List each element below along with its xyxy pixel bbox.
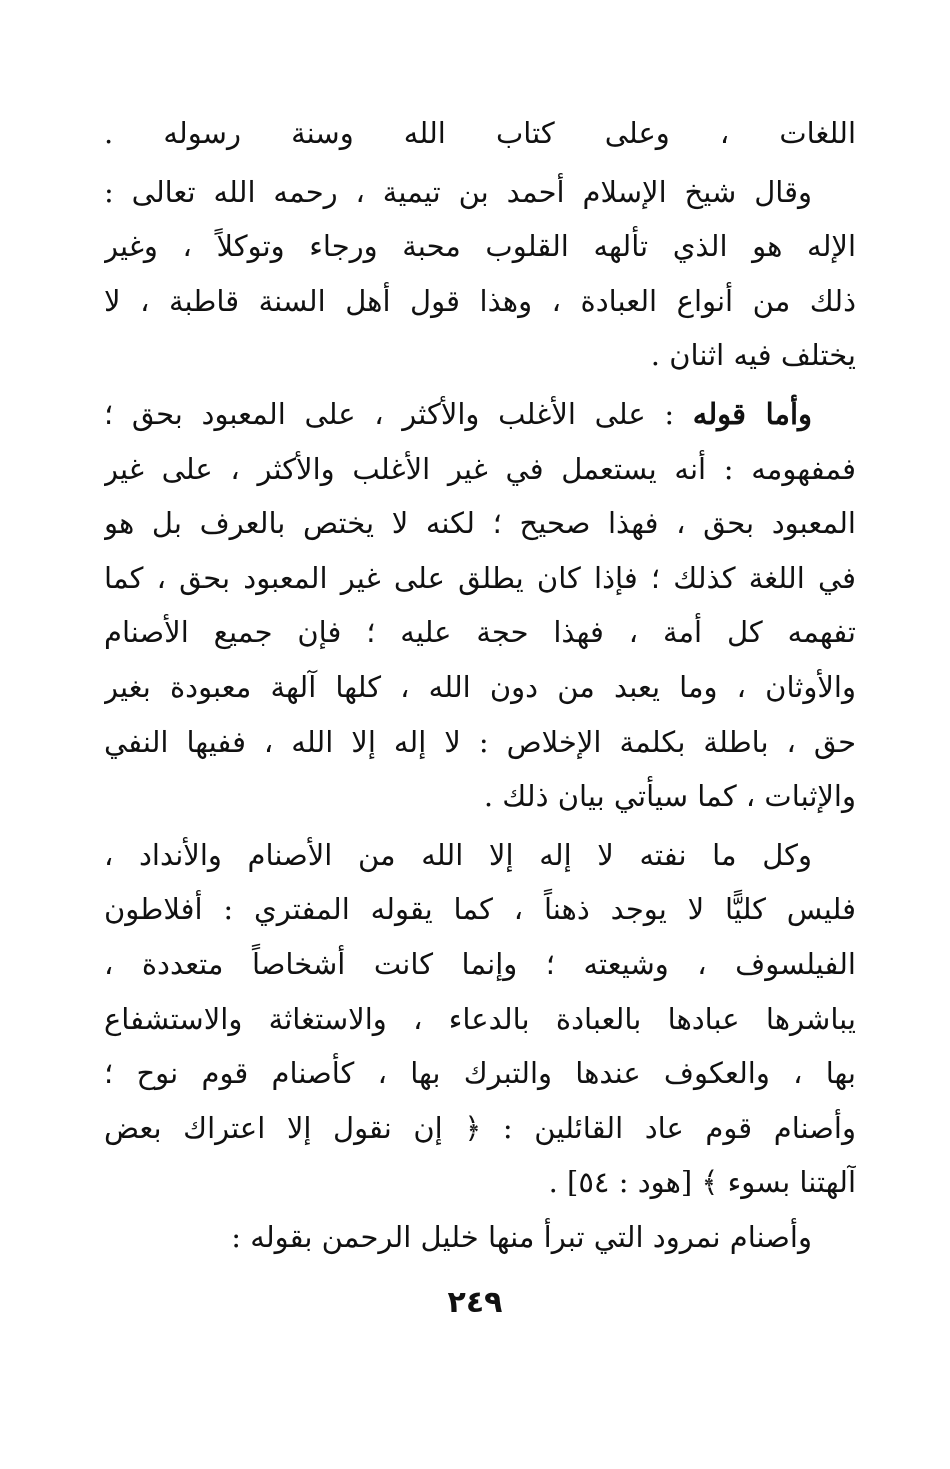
bold-lead-phrase: وأما قوله: [692, 396, 813, 431]
text-line: آلهتنا بسوء ﴾ [هود : ٥٤] .: [548, 1165, 856, 1200]
text-line: [104, 387, 856, 442]
text-line: في اللغة كذلك ؛ فإذا كان يطلق على غير المعبود بحق ، كما: [104, 560, 856, 595]
text-line: حق ، باطلة بكلمة الإخلاص : لا إله إلا الله ، ففيها النفي: [104, 724, 856, 759]
text-line: ذلك من أنواع العبادة ، وهذا قول أهل السنة قاطبة ، لا: [104, 283, 856, 318]
text-line: وأصنام نمرود التي تبرأ منها خليل الرحمن بقوله :: [231, 1219, 812, 1254]
text-line-continuation: : على الأغلب والأكثر ، على المعبود بحق ؛: [104, 396, 693, 431]
text-line: وقال شيخ الإسلام أحمد بن تيمية ، رحمه الله تعالى :: [104, 174, 812, 209]
text-line: وكل ما نفته لا إله إلا الله من الأصنام والأنداد ،: [104, 837, 812, 872]
text-line: تفهمه كل أمة ، فهذا حجة عليه ؛ فإن جميع الأصنام: [104, 615, 856, 650]
text-line: فليس كليًّا لا يوجد ذهناً ، كما يقوله المفتري : أفلاطون: [104, 892, 856, 927]
page-body-text: [104, 106, 856, 1264]
page-number: ٢٤٩: [447, 1285, 503, 1320]
text-line: بها ، والعكوف عندها والتبرك بها ، كأصنام قوم نوح ؛: [104, 1056, 856, 1091]
text-line: والإثبات ، كما سيأتي بيان ذلك .: [483, 779, 856, 814]
text-line: الفيلسوف ، وشيعته ؛ وإنما كانت أشخاصاً متعددة ،: [104, 946, 856, 981]
text-line: الإله هو الذي تألهه القلوب محبة ورجاء وتوكلاً ، وغير: [104, 229, 856, 264]
text-line: وأصنام قوم عاد القائلين : ﴿ إن نقول إلا اعتراك بعض: [104, 1110, 856, 1145]
text-line: فمفهومه : أنه يستعمل في غير الأغلب والأكثر ، على غير: [104, 451, 856, 486]
text-line: المعبود بحق ، فهذا صحيح ؛ لكنه لا يختص بالعرف بل هو: [104, 506, 856, 541]
text-line: يختلف فيه اثنان .: [650, 338, 856, 373]
text-line: اللغات ، وعلى كتاب الله وسنة رسوله .: [104, 116, 856, 150]
text-line: والأوثان ، وما يعبد من دون الله ، كلها آلهة معبودة بغير: [104, 669, 856, 704]
text-line: يباشرها عبادها بالعبادة بالدعاء ، والاستغاثة والاستشفاع: [104, 1001, 856, 1036]
